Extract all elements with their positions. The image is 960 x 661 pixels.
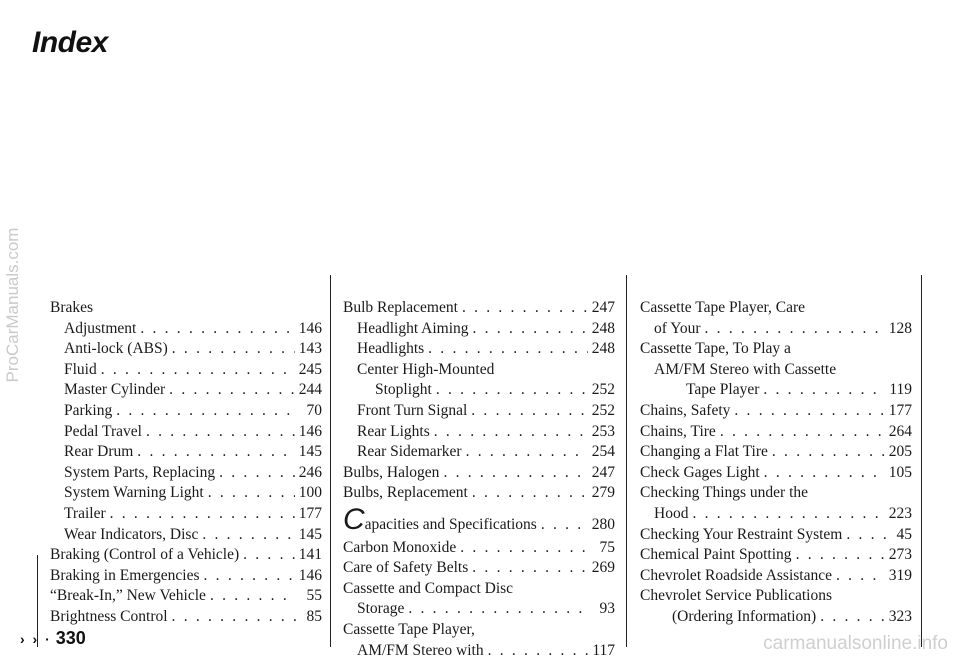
index-entry-page: 145 <box>299 442 322 463</box>
index-entry-leader <box>466 442 588 463</box>
index-entry-text: Chemical Paint Spotting <box>640 546 792 563</box>
index-entry <box>50 442 322 463</box>
index-entry-text: Headlight Aiming <box>357 320 469 337</box>
index-entry-leader <box>472 483 588 504</box>
index-entry-label <box>343 579 513 600</box>
side-watermark-text: ProCarManuals.com <box>3 228 23 383</box>
index-entry <box>640 422 912 443</box>
index-entry-label <box>357 339 424 360</box>
index-entry <box>640 504 912 525</box>
index-entry-label <box>343 558 468 579</box>
index-entry-text: AM/FM Stereo with Cassette <box>654 361 836 378</box>
index-entry-leader <box>473 319 588 340</box>
index-entry-page: 105 <box>889 463 912 484</box>
index-entry-text: Hood <box>654 505 688 522</box>
index-entry-label <box>640 442 768 463</box>
index-entry-label <box>64 360 97 381</box>
index-entry-text: System Warning Light <box>64 484 204 501</box>
index-entry-label <box>64 319 136 340</box>
index-entry-text: (Ordering Information) <box>672 608 816 625</box>
index-entry <box>50 525 322 546</box>
index-entry-page: 145 <box>299 525 322 546</box>
index-entry-leader <box>488 641 589 661</box>
index-entry <box>343 579 615 600</box>
index-entry-label <box>640 525 842 546</box>
index-entry-page: 205 <box>889 442 912 463</box>
index-entry-leader <box>820 607 885 628</box>
index-entry-text: Brightness Control <box>50 608 168 625</box>
index-entry-leader <box>172 607 296 628</box>
index-entry-text: Cassette and Compact Disc <box>343 580 513 597</box>
index-entry-page: 119 <box>889 380 912 401</box>
index-entry-leader <box>443 463 587 484</box>
index-entry-label <box>640 545 792 566</box>
index-entry-text: Center High-Mounted <box>357 361 494 378</box>
index-entry <box>50 483 322 504</box>
index-entry <box>640 380 912 401</box>
index-entry <box>50 607 322 628</box>
index-entry-text: Changing a Flat Tire <box>640 443 768 460</box>
index-entry-leader <box>172 339 295 360</box>
index-column-1 <box>50 298 322 628</box>
index-entry <box>50 586 322 607</box>
index-entry-leader <box>836 566 885 587</box>
page-number-value: 330 <box>56 628 86 648</box>
index-entry-label <box>64 483 204 504</box>
index-entry <box>50 319 322 340</box>
column-rule-right <box>921 275 922 647</box>
index-entry-text: Brakes <box>50 299 93 316</box>
index-entry <box>50 339 322 360</box>
index-entry <box>343 483 615 504</box>
index-entry-page: 248 <box>592 339 615 360</box>
index-entry-page: 128 <box>889 319 912 340</box>
index-entry-label <box>357 360 494 381</box>
index-entry-page: 75 <box>593 538 615 559</box>
side-watermark <box>2 90 24 520</box>
index-entry-leader <box>764 463 885 484</box>
index-entry-page: 143 <box>299 339 322 360</box>
index-entry <box>343 339 615 360</box>
index-entry-page: 141 <box>299 545 322 566</box>
index-entry-label <box>64 504 106 525</box>
index-entry-page: 246 <box>299 463 322 484</box>
index-entry-label <box>64 380 165 401</box>
index-entry-label <box>64 525 198 546</box>
index-entry-leader <box>472 558 587 579</box>
index-entry-page: 146 <box>299 319 322 340</box>
index-entry-label <box>654 504 688 525</box>
index-entry <box>640 525 912 546</box>
index-entry-leader <box>796 545 885 566</box>
index-entry-page: 319 <box>889 566 912 587</box>
index-entry-label <box>50 607 168 628</box>
index-entry-page: 323 <box>889 607 912 628</box>
index-entry-page: 177 <box>299 504 322 525</box>
index-entry <box>640 298 912 319</box>
index-entry-text: Wear Indicators, Disc <box>64 526 198 543</box>
index-entry-label <box>640 483 808 504</box>
index-entry-leader <box>428 339 588 360</box>
index-entry-text: Storage <box>357 600 404 617</box>
index-entry <box>50 380 322 401</box>
index-entry-leader <box>772 442 885 463</box>
index-column-2 <box>343 298 615 661</box>
index-entry-label <box>357 599 404 620</box>
index-entry-leader <box>436 380 588 401</box>
index-entry <box>50 504 322 525</box>
index-entry-leader <box>541 515 588 536</box>
index-entry-text: Checking Your Restraint System <box>640 526 842 543</box>
page-number-ticks: › › · <box>20 631 52 647</box>
index-entry-label <box>672 607 816 628</box>
index-entry <box>640 586 912 607</box>
page-title: Index <box>32 26 108 60</box>
index-entry-page: 85 <box>300 607 322 628</box>
index-entry-label <box>640 401 730 422</box>
index-entry-label <box>343 510 537 536</box>
index-entry <box>343 360 615 381</box>
index-entry <box>640 401 912 422</box>
index-entry-label <box>686 380 759 401</box>
index-entry-page: 252 <box>592 401 615 422</box>
index-entry-page: 269 <box>592 558 615 579</box>
index-entry-leader <box>140 319 294 340</box>
index-entry-text: Chains, Tire <box>640 423 716 440</box>
index-entry <box>640 463 912 484</box>
index-entry-label <box>640 339 791 360</box>
index-entry <box>50 422 322 443</box>
index-entry-text: AM/FM Stereo with <box>357 642 484 659</box>
index-entry-label <box>343 538 456 559</box>
index-entry-text: Chevrolet Roadside Assistance <box>640 567 832 584</box>
index-entry-leader <box>462 298 588 319</box>
index-entry-text: Adjustment <box>64 320 136 337</box>
index-entry-page: 279 <box>592 483 615 504</box>
index-entry <box>343 510 615 536</box>
index-entry <box>343 422 615 443</box>
index-entry <box>343 558 615 579</box>
index-entry-leader <box>846 525 886 546</box>
index-entry-text: Headlights <box>357 340 424 357</box>
index-entry <box>50 298 322 319</box>
index-entry-label <box>343 463 439 484</box>
index-entry-label <box>64 422 142 443</box>
index-entry-label <box>640 586 832 607</box>
index-entry-text: Front Turn Signal <box>357 402 467 419</box>
index-entry <box>50 545 322 566</box>
index-entry <box>343 538 615 559</box>
index-entry-page: 146 <box>299 566 322 587</box>
index-entry-text: Rear Lights <box>357 423 430 440</box>
index-entry-label <box>343 483 468 504</box>
index-entry-text: Tape Player <box>686 381 759 398</box>
index-entry-leader <box>202 525 294 546</box>
index-entry-leader <box>763 380 885 401</box>
index-entry-leader <box>169 380 295 401</box>
index-entry-leader <box>720 422 885 443</box>
drop-cap-letter: C <box>343 503 365 536</box>
index-entry-leader <box>219 463 295 484</box>
index-entry <box>343 442 615 463</box>
index-entry-label <box>50 545 239 566</box>
index-entry <box>50 566 322 587</box>
index-entry-label <box>64 442 133 463</box>
index-entry-page: 264 <box>889 422 912 443</box>
index-entry-leader <box>434 422 588 443</box>
index-entry <box>640 566 912 587</box>
index-entry-page: 254 <box>592 442 615 463</box>
index-entry-label <box>357 319 469 340</box>
index-entry-label <box>654 319 701 340</box>
index-entry-leader <box>146 422 295 443</box>
index-entry-page: 223 <box>889 504 912 525</box>
index-entry-label <box>343 298 458 319</box>
index-entry-text: “Break-In,” New Vehicle <box>50 587 206 604</box>
index-entry-text: Parking <box>64 402 112 419</box>
index-entry <box>640 545 912 566</box>
index-entry-leader <box>692 504 884 525</box>
index-entry-label <box>640 298 805 319</box>
bottom-watermark: carmanualsonline.info <box>763 633 948 655</box>
index-entry-text: of Your <box>654 320 701 337</box>
index-entry-text: Pedal Travel <box>64 423 142 440</box>
index-entry-leader <box>101 360 295 381</box>
index-entry-label <box>375 380 432 401</box>
index-entry <box>640 339 912 360</box>
index-entry-leader <box>208 483 295 504</box>
index-entry <box>343 298 615 319</box>
index-entry <box>50 360 322 381</box>
index-entry-label <box>357 442 462 463</box>
index-entry <box>343 401 615 422</box>
index-entry-leader <box>460 538 589 559</box>
index-entry <box>343 319 615 340</box>
index-entry-label <box>50 586 206 607</box>
index-entry-page: 100 <box>299 483 322 504</box>
index-entry-leader <box>137 442 294 463</box>
index-entry-text: Rear Drum <box>64 443 133 460</box>
index-entry-text: Bulbs, Replacement <box>343 484 468 501</box>
index-entry-text: Chains, Safety <box>640 402 730 419</box>
index-entry <box>640 442 912 463</box>
index-entry-text: Cassette Tape Player, Care <box>640 299 805 316</box>
index-entry <box>343 380 615 401</box>
column-rule-mid1 <box>330 275 331 647</box>
index-entry-text: Checking Things under the <box>640 484 808 501</box>
index-entry-leader <box>471 401 587 422</box>
index-entry-page: 252 <box>592 380 615 401</box>
index-entry-label <box>50 298 93 319</box>
index-entry-leader <box>408 599 589 620</box>
index-entry-text: Braking (Control of a Vehicle) <box>50 546 239 563</box>
index-entry <box>343 641 615 661</box>
page-number <box>20 628 86 649</box>
index-entry-page: 45 <box>890 525 912 546</box>
index-entry-text: Chevrolet Service Publications <box>640 587 832 604</box>
index-entry-leader <box>243 545 295 566</box>
index-entry-text: Anti-lock (ABS) <box>64 340 168 357</box>
index-entry-text: apacities and Specifications <box>365 516 537 533</box>
index-entry-text: Care of Safety Belts <box>343 559 468 576</box>
column-rule-mid2 <box>626 275 627 647</box>
index-entry-page: 55 <box>300 586 322 607</box>
index-entry-page: 70 <box>300 401 322 422</box>
index-entry-text: Check Gages Light <box>640 464 760 481</box>
index-entry-text: Bulbs, Halogen <box>343 464 439 481</box>
index-entry-page: 273 <box>889 545 912 566</box>
index-entry-label <box>64 463 215 484</box>
index-entry-leader <box>734 401 884 422</box>
index-entry <box>640 360 912 381</box>
index-entry-page: 177 <box>889 401 912 422</box>
index-entry-text: Bulb Replacement <box>343 299 458 316</box>
index-entry <box>343 620 615 641</box>
index-entry-label <box>357 401 467 422</box>
index-entry-page: 247 <box>592 298 615 319</box>
index-entry <box>640 319 912 340</box>
index-entry-label <box>640 566 832 587</box>
index-entry-label <box>640 422 716 443</box>
index-entry <box>640 483 912 504</box>
index-entry-text: Cassette Tape, To Play a <box>640 340 791 357</box>
index-entry-page: 117 <box>592 641 615 661</box>
index-entry-page: 247 <box>592 463 615 484</box>
index-entry-text: Stoplight <box>375 381 432 398</box>
index-entry-leader <box>110 504 295 525</box>
index-entry-text: Master Cylinder <box>64 381 165 398</box>
index-entry-page: 245 <box>299 360 322 381</box>
index-entry-label <box>64 339 168 360</box>
index-entry-leader <box>210 586 296 607</box>
index-entry-text: Fluid <box>64 361 97 378</box>
index-entry-label <box>343 620 475 641</box>
index-entry-text: Rear Sidemarker <box>357 443 462 460</box>
index-entry-text: System Parts, Replacing <box>64 464 215 481</box>
index-entry <box>640 607 912 628</box>
index-column-3 <box>640 298 912 628</box>
index-entry <box>50 401 322 422</box>
index-entry-leader <box>116 401 296 422</box>
index-entry-label <box>357 641 484 661</box>
index-entry <box>343 599 615 620</box>
index-entry-label <box>654 360 836 381</box>
index-entry-text: Braking in Emergencies <box>50 567 200 584</box>
index-entry-page: 248 <box>592 319 615 340</box>
index-entry-text: Trailer <box>64 505 106 522</box>
index-entry-label <box>50 566 200 587</box>
index-entry <box>50 463 322 484</box>
index-entry <box>343 463 615 484</box>
index-entry-page: 280 <box>592 515 615 536</box>
index-entry-page: 244 <box>299 380 322 401</box>
index-entry-label <box>357 422 430 443</box>
index-entry-label <box>640 463 760 484</box>
index-entry-page: 146 <box>299 422 322 443</box>
index-entry-page: 93 <box>593 599 615 620</box>
index-entry-text: Carbon Monoxide <box>343 539 456 556</box>
index-entry-leader <box>204 566 295 587</box>
index-entry-page: 253 <box>592 422 615 443</box>
index-entry-leader <box>705 319 885 340</box>
index-entry-label <box>64 401 112 422</box>
index-entry-text: Cassette Tape Player, <box>343 621 475 638</box>
